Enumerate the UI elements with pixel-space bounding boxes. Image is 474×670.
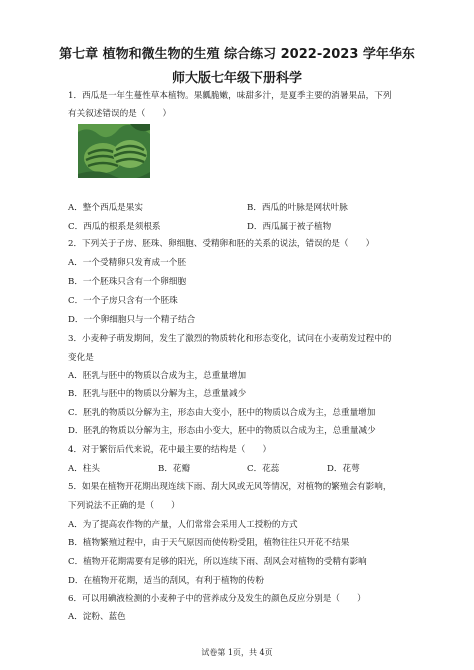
- q1-option-a: A．整个西瓜是果实: [68, 203, 143, 213]
- q4-option-a: A．柱头: [68, 464, 100, 474]
- q2-option-b: B．一个胚珠只含有一个卵细胞: [68, 277, 187, 287]
- q5-option-a: A．为了提高农作物的产量，人们常常会采用人工授粉的方式: [68, 520, 298, 530]
- q2-option-c: C．一个子房只含有一个胚珠: [68, 296, 178, 306]
- q5-option-d: D．在植物开花期，适当的刮风，有利于植物的传粉: [68, 576, 264, 586]
- q1-option-c: C．西瓜的根系是须根系: [68, 222, 161, 232]
- q5-stem-line2: 下列说法不正确的是（ ）: [68, 501, 180, 511]
- q1-stem-line1: 1．西瓜是一年生蔓性草本植物。果瓤脆嫩，味甜多汁，是夏季主要的消暑果品，下列: [68, 91, 392, 101]
- q5-option-b: B．植物繁殖过程中，由于天气原因而使传粉受阻，植物往往只开花不结果: [68, 538, 350, 548]
- q4-stem: 4．对于繁衍后代来说，花中最主要的结构是（ ）: [68, 445, 272, 455]
- q1-option-b: B．西瓜的叶脉是网状叶脉: [247, 203, 348, 213]
- page-title-line2: 师大版七年级下册科学: [171, 71, 302, 86]
- q5-stem-line1: 5．如果在植物开花期出现连续下雨、刮大风或无风等情况，对植物的繁殖会有影响，: [68, 482, 392, 492]
- q6-option-a: A．淀粉、蓝色: [68, 612, 126, 622]
- watermelon-photo: [78, 124, 150, 178]
- q3-stem-line1: 3．小麦种子萌发期间，发生了激烈的物质转化和形态变化，试问在小麦萌发过程中的: [68, 334, 392, 344]
- q5-option-c: C．植物开花期需要有足够的阳光，所以连续下雨、刮风会对植物的受精有影响: [68, 557, 367, 567]
- q3-option-c: C．胚乳的物质以分解为主，形态由大变小，胚中的物质以合成为主，总重量增加: [68, 408, 376, 418]
- q4-option-b: B．花瓣: [158, 464, 191, 474]
- q2-stem: 2．下列关于子房、胚珠、卵细胞、受精卵和胚的关系的说法，错误的是（ ）: [68, 239, 375, 249]
- q4-option-c: C．花蕊: [247, 464, 280, 474]
- q1-stem-line2: 有关叙述错误的是（ ）: [68, 109, 172, 119]
- q6-stem: 6．可以用碘液检测的小麦种子中的营养成分及发生的颜色反应分别是（ ）: [68, 594, 366, 604]
- q3-option-a: A．胚乳与胚中的物质以合成为主，总重量增加: [68, 371, 247, 381]
- q3-option-d: D．胚乳的物质以分解为主，形态由小变大，胚中的物质以合成为主，总重量减少: [68, 426, 376, 436]
- q1-option-d: D．西瓜属于被子植物: [247, 222, 332, 232]
- q3-stem-line2: 变化是: [68, 353, 94, 363]
- q4-option-d: D．花萼: [327, 464, 360, 474]
- q2-option-d: D．一个卵细胞只与一个精子结合: [68, 315, 196, 325]
- page-footer: 试卷第 1页，共 4页: [201, 648, 273, 657]
- page-title-line1: 第七章 植物和微生物的生殖 综合练习 2022-2023 学年华东: [59, 47, 415, 62]
- q2-option-a: A．一个受精卵只发育成一个胚: [68, 258, 186, 268]
- q3-option-b: B．胚乳与胚中的物质以分解为主，总重量减少: [68, 389, 247, 399]
- watermelon-image: [78, 124, 150, 178]
